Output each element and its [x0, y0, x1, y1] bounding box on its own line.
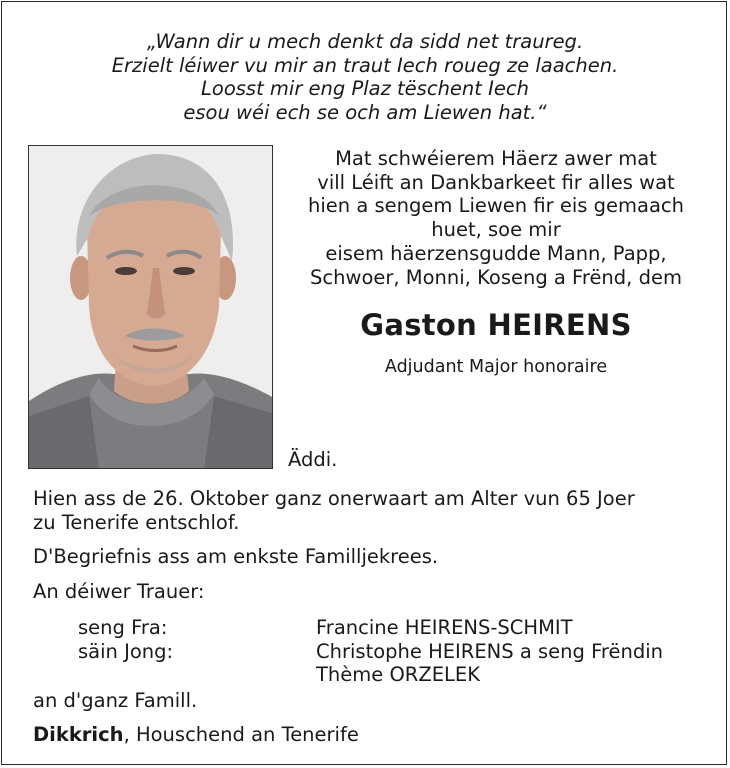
quote-line: esou wéi ech se och am Liewen hat.“	[183, 100, 547, 124]
family-closing: an d'ganz Famill.	[33, 689, 198, 712]
family-member-name: Francine HEIRENS-SCHMIT	[316, 616, 573, 639]
portrait-illustration	[29, 146, 273, 469]
funeral-notice: D'Begriefnis ass am enkste Familljekrees.	[33, 545, 439, 568]
family-member-name: Thème ORZELEK	[316, 663, 481, 686]
family-relation: säin Jong:	[78, 640, 174, 663]
intro-line: Schwoer, Monni, Koseng a Frënd, dem	[310, 265, 682, 289]
family-member-name: Christophe HEIRENS a seng Frëndin	[316, 640, 663, 663]
intro-line: huet, soe mir	[431, 218, 561, 242]
death-announcement-line: zu Tenerife entschlof.	[33, 511, 240, 534]
death-announcement-line: Hien ass de 26. Oktober ganz onerwaart am Alter vun 65 Joer	[33, 487, 635, 510]
portrait-photo	[28, 145, 273, 469]
quote-line: Loosst mir eng Plaz tëschent Iech	[201, 77, 529, 100]
intro-line: eisem häerzensgudde Mann, Papp,	[325, 241, 667, 265]
residence-town: Dikkrich	[33, 723, 124, 746]
deceased-rank: Adjudant Major honoraire	[384, 357, 608, 377]
residence-line	[33, 723, 359, 747]
family-relation: seng Fra:	[78, 616, 168, 639]
quote-line: Erzielt léiwer vu mir an traut Iech roueg ze laachen.	[111, 53, 619, 77]
deceased-name: Gaston HEIRENS	[360, 308, 632, 342]
intro-line: hien a sengem Liewen fir eis gemaach	[308, 194, 684, 218]
intro-text	[286, 147, 706, 289]
residence-others: , Houschend an Tenerife	[123, 723, 359, 746]
nickname: Äddi.	[288, 448, 338, 471]
quote-line: „Wann dir u mech denkt da sidd net traureg.	[146, 30, 584, 53]
intro-line: vill Léift an Dankbarkeet fir alles wat	[317, 170, 675, 194]
intro-line: Mat schwéierem Häerz awer mat	[335, 147, 657, 170]
mourning-intro: An déiwer Trauer:	[33, 580, 205, 603]
memorial-quote	[40, 30, 690, 124]
